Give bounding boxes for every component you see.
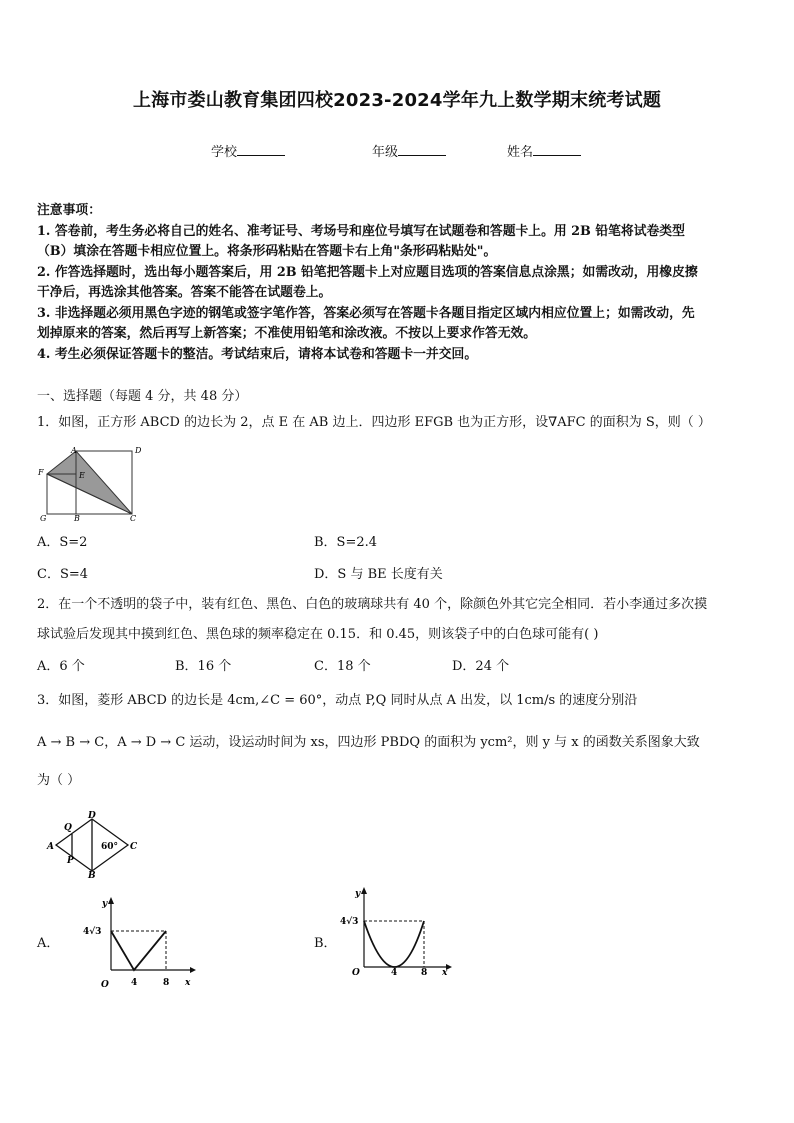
label-e: E: [79, 471, 85, 480]
q3-line-2: A → B → C，A → D → C 运动，设运动时间为 xs，四边形 PBDQ 的面积为 ycm²，则 y 与 x 的函数关系图象大致: [37, 735, 700, 750]
origin-label: O: [352, 968, 360, 978]
triangle-afc: [47, 451, 132, 514]
label-b: B: [74, 514, 80, 522]
school-label: 学校: [211, 145, 238, 160]
label-a: A: [47, 842, 54, 852]
name-field: [507, 141, 581, 160]
q2-option-a: A．6 个: [37, 659, 85, 674]
q2-line-1: 2．在一个不透明的袋子中，装有红色、黑色、白色的玻璃球共有 40 个，除颜色外其它完全相同．若小李通过多次摸: [37, 597, 708, 612]
y-axis-label: y: [102, 899, 108, 909]
q3-graph-a: [78, 893, 198, 993]
x-axis-label: x: [442, 968, 448, 978]
x-tick-8: 8: [421, 968, 428, 978]
school-blank: [237, 143, 285, 156]
y-tick-label: 4√3: [83, 927, 102, 937]
x-tick-4: 4: [391, 968, 398, 978]
x-axis-label: x: [185, 978, 191, 988]
q3-graph-b: [338, 883, 458, 983]
q2-line-2: 球试验后发现其中摸到红色、黑色球的频率稳定在 0.15．和 0.45，则该袋子中的白色球可能有( ): [37, 627, 599, 642]
label-c: C: [130, 514, 137, 522]
q3-rhombus-figure: [44, 808, 144, 878]
label-q: Q: [64, 823, 72, 833]
grade-label: 年级: [372, 145, 399, 160]
q3-option-a-label: A．: [37, 936, 60, 951]
angle-label: 60°: [101, 842, 119, 852]
section-heading: 一、选择题（每题 4 分，共 48 分）: [37, 389, 248, 404]
y-tick-label: 4√3: [340, 917, 359, 927]
x-tick-4: 4: [131, 978, 138, 988]
x-tick-8: 8: [163, 978, 170, 988]
label-f: F: [38, 468, 44, 477]
graph-b-curve: [364, 921, 424, 967]
label-g: G: [40, 514, 47, 522]
y-axis-arrow-icon: [361, 887, 367, 894]
label-d: D: [135, 446, 142, 455]
grade-field: [372, 141, 446, 160]
graph-a-curve: [111, 931, 166, 970]
name-label: 姓名: [507, 145, 534, 160]
origin-label: O: [101, 980, 109, 990]
grade-blank: [398, 143, 446, 156]
notice-line: （B）填涂在答题卡相应位置上。将条形码粘贴在答题卡右上角"条形码粘贴处"。: [37, 244, 497, 259]
q3-line-3: 为（ ）: [37, 773, 81, 788]
name-blank: [533, 143, 581, 156]
notice-line: 干净后，再选涂其他答案。答案不能答在试题卷上。: [37, 285, 332, 300]
q1-option-b: B．S=2.4: [314, 535, 378, 550]
notice-line: 1. 答卷前，考生务必将自己的姓名、准考证号、考场号和座位号填写在试题卷和答题卡上。用 2B 铅笔将试卷类型: [37, 223, 685, 239]
y-axis-arrow-icon: [108, 897, 114, 904]
label-p: P: [67, 856, 74, 866]
label-d: D: [88, 811, 96, 821]
question-2-text: [37, 590, 762, 650]
q1-option-d: D．S 与 BE 长度有关: [314, 567, 443, 582]
x-axis-arrow-icon: [190, 967, 196, 973]
school-field: [211, 141, 285, 160]
q2-option-b: B．16 个: [175, 659, 232, 674]
q1-option-a: A．S=2: [37, 535, 88, 550]
q3-option-b-label: B．: [314, 936, 337, 951]
notice-line: 2. 作答选择题时，选出每小题答案后，用 2B 铅笔把答题卡上对应题目选项的答案信息点涂黑；如需改动，用橡皮擦: [37, 264, 698, 280]
y-axis-label: y: [355, 889, 361, 899]
q1-option-c: C．S=4: [37, 567, 89, 582]
q1-figure: [34, 442, 146, 522]
question-3-text: [37, 690, 762, 792]
label-a: A: [71, 446, 77, 455]
label-b: B: [88, 871, 96, 878]
notice-line: 4. 考生必须保证答题卡的整洁。考试结束后，请将本试卷和答题卡一并交回。: [37, 346, 478, 362]
notice-line: 划掉原来的答案，然后再写上新答案；不准使用铅笔和涂改液。不按以上要求作答无效。: [37, 326, 537, 341]
notice-heading: 注意事项：: [37, 203, 101, 218]
label-c: C: [130, 842, 138, 852]
q2-option-c: C．18 个: [314, 659, 371, 674]
q3-line-1: 3．如图，菱形 ABCD 的边长是 4cm,∠C = 60°，动点 P,Q 同时从点 A 出发，以 1cm/s 的速度分别沿: [37, 693, 638, 708]
notice-block: [37, 201, 759, 365]
question-1-text: 1．如图，正方形 ABCD 的边长为 2，点 E 在 AB 边上．四边形 EFGB 也为正方形，设∇AFC 的面积为 S，则（ ）: [37, 415, 711, 430]
page-title: 上海市娄山教育集团四校2023-2024学年九上数学期末统考试题: [132, 90, 662, 111]
notice-line: 3. 非选择题必须用黑色字迹的钢笔或签字笔作答，答案必须写在答题卡各题目指定区域内相应位置上；如需改动，先: [37, 305, 695, 321]
q2-option-d: D．24 个: [452, 659, 510, 674]
